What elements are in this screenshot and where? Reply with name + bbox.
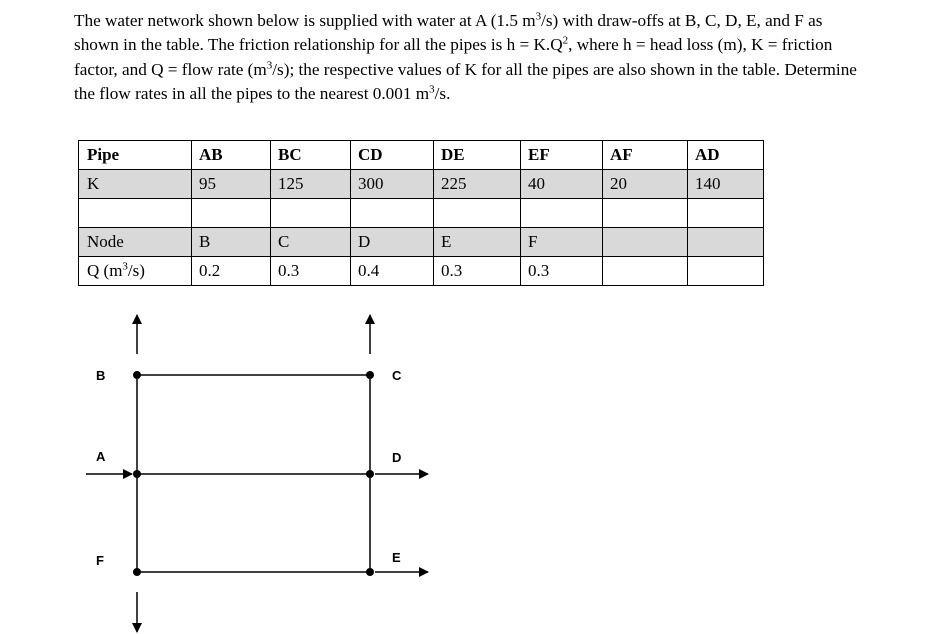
node-c-dot	[366, 371, 374, 379]
pipe-name-cell: AF	[603, 141, 688, 170]
pipe-name-cell: AD	[688, 141, 764, 170]
problem-text-5: /s.	[434, 83, 451, 103]
node-name-cell: F	[521, 228, 603, 257]
superscript: 3	[535, 10, 542, 23]
k-value-cell: 140	[688, 170, 764, 199]
node-label-a: A	[96, 449, 106, 464]
q-value-cell: 0.4	[351, 257, 434, 286]
table-row-node	[79, 228, 764, 257]
q-label-cell	[79, 257, 192, 286]
k-value-cell: 40	[521, 170, 603, 199]
q-value-cell: 0.2	[192, 257, 271, 286]
problem-text-2: /s) with draw-offs at B, C, D, E, and F as shown in the table. The friction relationship for all the pipes is h = K.Q	[74, 11, 823, 55]
q-value-cell	[603, 257, 688, 286]
k-value-cell: 225	[434, 170, 521, 199]
k-value-cell: 300	[351, 170, 434, 199]
q-label-prefix: Q (m	[87, 261, 123, 280]
node-f-dot	[133, 568, 141, 576]
node-label-d: D	[392, 450, 402, 465]
k-value-cell: 95	[192, 170, 271, 199]
empty-cell	[192, 199, 271, 228]
node-a-dot	[133, 470, 141, 478]
pipe-name-cell: CD	[351, 141, 434, 170]
empty-cell	[603, 199, 688, 228]
node-name-cell: D	[351, 228, 434, 257]
problem-text-3: , where h = head loss (m), K = friction factor, and Q = flow rate (m	[74, 35, 833, 79]
node-name-cell: E	[434, 228, 521, 257]
table-row-pipe-header	[79, 141, 764, 170]
node-label-f: F	[96, 553, 104, 568]
node-b-dot	[133, 371, 141, 379]
node-name-cell: C	[271, 228, 351, 257]
k-value-cell: 125	[271, 170, 351, 199]
problem-text-4: /s); the respective values of K for all the pipes are also shown in the table. Determine the flow rates in all the pipes to the nearest 0.001 m	[74, 59, 857, 103]
q-value-cell: 0.3	[434, 257, 521, 286]
empty-cell	[521, 199, 603, 228]
node-label-b: B	[96, 368, 106, 383]
problem-statement	[74, 9, 864, 106]
pipe-header-cell: Pipe	[79, 141, 192, 170]
pipe-network-diagram	[0, 300, 500, 634]
node-name-cell: B	[192, 228, 271, 257]
empty-cell	[271, 199, 351, 228]
superscript: 2	[562, 34, 569, 47]
q-value-cell: 0.3	[271, 257, 351, 286]
q-value-cell: 0.3	[521, 257, 603, 286]
empty-cell	[688, 199, 764, 228]
table-row-q	[79, 257, 764, 286]
problem-text-1: The water network shown below is supplied with water at A (1.5 m	[74, 11, 536, 30]
node-label-c: C	[392, 368, 402, 383]
pipe-data-table	[78, 140, 764, 286]
node-e-dot	[366, 568, 374, 576]
k-label-cell: K	[79, 170, 192, 199]
q-label-suffix: /s)	[127, 261, 145, 280]
empty-cell	[434, 199, 521, 228]
empty-cell	[351, 199, 434, 228]
table-row-k	[79, 170, 764, 199]
node-label-cell: Node	[79, 228, 192, 257]
pipe-name-cell: AB	[192, 141, 271, 170]
node-label-e: E	[392, 550, 401, 565]
node-d-dot	[366, 470, 374, 478]
pipe-name-cell: DE	[434, 141, 521, 170]
k-value-cell: 20	[603, 170, 688, 199]
superscript: 3	[122, 260, 128, 273]
superscript: 3	[266, 58, 273, 71]
q-value-cell	[688, 257, 764, 286]
node-name-cell	[603, 228, 688, 257]
pipe-name-cell: EF	[521, 141, 603, 170]
table-row-spacer	[79, 199, 764, 228]
pipe-name-cell: BC	[271, 141, 351, 170]
superscript: 3	[429, 83, 435, 96]
node-name-cell	[688, 228, 764, 257]
empty-cell	[79, 199, 192, 228]
